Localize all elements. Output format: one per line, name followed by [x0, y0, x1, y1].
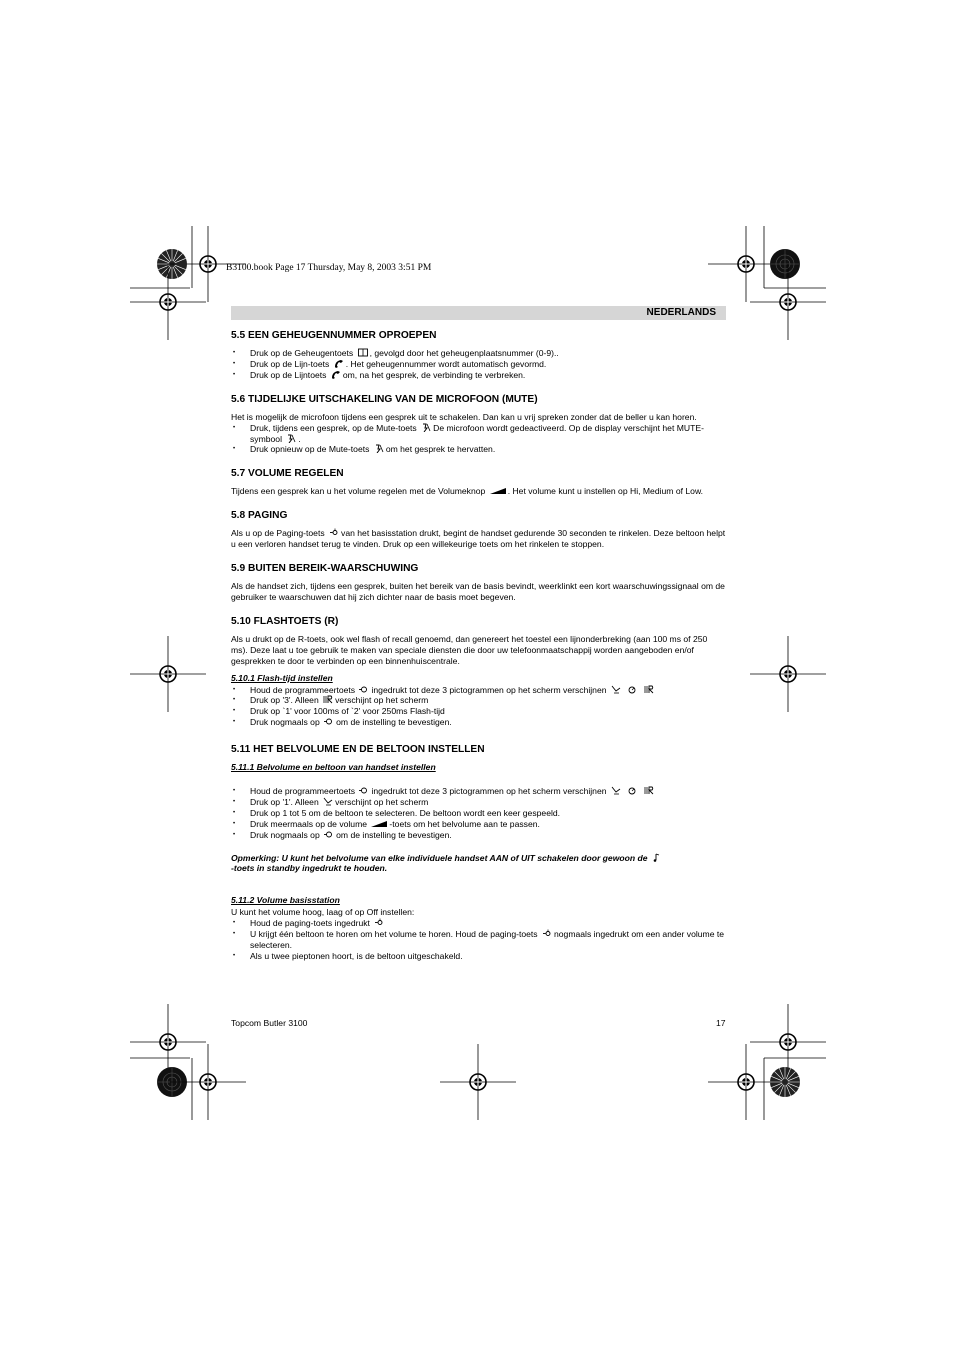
memory-book-icon	[358, 348, 368, 357]
section-5-9-heading: 5.9 BUITEN BEREIK-WAARSCHUWING	[231, 563, 419, 575]
ringer-icon	[323, 797, 333, 806]
section-5-5-heading: 5.5 EEN GEHEUGENNUMMER OPROEPEN	[231, 330, 437, 341]
section-5-6-intro: Het is mogelijk de microfoon tijdens een gesprek uit te schakelen. Dan kan u vrij spreken zonder dat de beller u kan horen.	[231, 411, 697, 422]
list-item: • Druk op '3'. Alleen verschijnt op het scherm	[231, 695, 726, 706]
section-5-7-text: Tijdens een gesprek kan u het volume regelen met de Volumeknop . Het volume kunt u instellen op Hi, Medium of Low.	[231, 486, 704, 497]
list-item: • Druk op de Geheugentoets , gevolgd door het geheugenplaatsnummer (0-9)..	[231, 348, 726, 359]
program-key-icon	[359, 685, 369, 694]
list-item: • Druk op 1 tot 5 om de beltoon te selecteren. De beltoon wordt een keer gespeeld.	[231, 808, 726, 819]
section-5-8-heading: 5.8 PAGING	[231, 510, 288, 522]
ringer-key-icon	[652, 853, 662, 862]
section-5-9-text: Als de handset zich, tijdens een gesprek, buiten het bereik van de basis bevindt, weerklinkt een kort waarschuwingssignaal om de gebruiker te waarschuwen dat hij zich dichter naar de basis moet begeven.	[231, 581, 725, 602]
volume-wedge-icon	[490, 486, 506, 495]
book-header-line: B3100.book Page 17 Thursday, May 8, 2003 3:51 PM	[226, 263, 432, 273]
section-5-6-list	[231, 423, 726, 456]
program-key-icon	[324, 830, 334, 839]
section-5-10-text: Als u drukt op de R-toets, ook wel flash of recall genoemd, dan genereert het toestel een lijnonderbreking (aan 100 ms of 250 ms). Deze laat u toe gebruik te maken van speciale diensten die door uw telefoonmaatschappij worden aangeboden en/of gesprekken te door te verbinden op een binnenhuiscentrale.	[231, 633, 708, 666]
list-item: • U krijgt één beltoon te horen om het volume te horen. Houd de paging-toets nogmaals ingedrukt om een ander volume te selecteren.	[231, 929, 726, 951]
list-item: • Druk op de Lijn-toets . Het geheugennummer wordt automatisch gevormd.	[231, 359, 726, 370]
section-5-11-heading: 5.11 HET BELVOLUME EN DE BELTOON INSTELLEN	[231, 744, 485, 756]
page-content	[231, 326, 726, 962]
list-item: • Houd de programmeertoets ingedrukt tot deze 3 pictogrammen op het scherm verschijnen	[231, 685, 726, 696]
paging-icon	[542, 929, 552, 938]
language-label: NEDERLANDS	[646, 307, 716, 318]
paging-icon	[329, 528, 339, 537]
recall-r-icon	[644, 685, 654, 694]
list-item: • Houd de programmeertoets ingedrukt tot deze 3 pictogrammen op het scherm verschijnen	[231, 786, 726, 797]
phone-line-icon	[334, 359, 344, 368]
list-item: • Houd de paging-toets ingedrukt	[231, 918, 726, 929]
list-item: • Druk op `1' voor 100ms of `2' voor 250ms Flash-tijd	[231, 706, 726, 717]
section-5-11-1-heading: 5.11.1 Belvolume en beltoon van handset instellen	[231, 762, 436, 773]
phone-line-icon	[331, 370, 341, 379]
list-item: • Druk opnieuw op de Mute-toets om het gesprek te hervatten.	[231, 444, 726, 455]
program-key-icon	[324, 717, 334, 726]
section-5-11-2-heading: 5.11.2 Volume basisstation	[231, 895, 340, 906]
section-5-8-text: Als u op de Paging-toets van het basisstation drukt, begint de handset gedurende 30 seconden te rinkelen. Deze beltoon helpt u een verloren handset terug te vinden. Druk op een willekeurige toets om het rinkelen te stoppen.	[231, 528, 726, 550]
list-item: • Druk op '1'. Alleen verschijnt op het scherm	[231, 797, 726, 808]
flash-clock-icon	[627, 685, 637, 694]
list-item: • Druk nogmaals op om de instelling te bevestigen.	[231, 717, 726, 728]
mute-icon	[374, 444, 384, 453]
list-item: • Als u twee pieptonen hoort, is de beltoon uitgeschakeld.	[231, 951, 726, 962]
volume-wedge-icon	[371, 819, 387, 828]
section-5-10-1-heading: 5.10.1 Flash-tijd instellen	[231, 672, 333, 683]
section-5-5-list	[231, 348, 726, 381]
mute-icon	[286, 434, 296, 443]
mute-icon	[421, 423, 431, 432]
section-5-10-1-list	[231, 685, 726, 729]
section-5-11-1-list	[231, 786, 726, 841]
list-item: • Druk op de Lijntoets om, na het gesprek, de verbinding te verbreken.	[231, 370, 726, 381]
ringer-icon	[611, 685, 621, 694]
section-5-11-2-list	[231, 918, 726, 962]
list-item: • Druk meermaals op de volume -toets om het belvolume aan te passen.	[231, 819, 726, 830]
note-paragraph: Opmerking: U kunt het belvolume van elke individuele handset AAN of UIT schakelen door gewoon de -toets in standby ingedrukt te houden.	[231, 853, 726, 875]
section-5-7-heading: 5.7 VOLUME REGELEN	[231, 468, 344, 480]
list-item: • Druk nogmaals op om de instelling te bevestigen.	[231, 830, 726, 841]
page-number: 17	[716, 1018, 726, 1028]
program-key-icon	[359, 786, 369, 795]
flash-clock-icon	[627, 786, 637, 795]
recall-r-icon	[323, 695, 333, 704]
ringer-icon	[611, 786, 621, 795]
paging-icon	[374, 918, 384, 927]
recall-r-icon	[644, 786, 654, 795]
section-5-11-2-intro: U kunt het volume hoog, laag of op Off instellen:	[231, 907, 415, 918]
list-item: • Druk, tijdens een gesprek, op de Mute-toets De microfoon wordt gedeactiveerd. Op de display verschijnt het MUTE-symbool .	[231, 423, 726, 445]
footer-product: Topcom Butler 3100	[231, 1018, 308, 1028]
section-5-6-heading: 5.6 TIJDELIJKE UITSCHAKELING VAN DE MICROFOON (MUTE)	[231, 393, 538, 405]
language-bar	[231, 306, 726, 320]
section-5-10-heading: 5.10 FLASHTOETS (R)	[231, 615, 339, 627]
